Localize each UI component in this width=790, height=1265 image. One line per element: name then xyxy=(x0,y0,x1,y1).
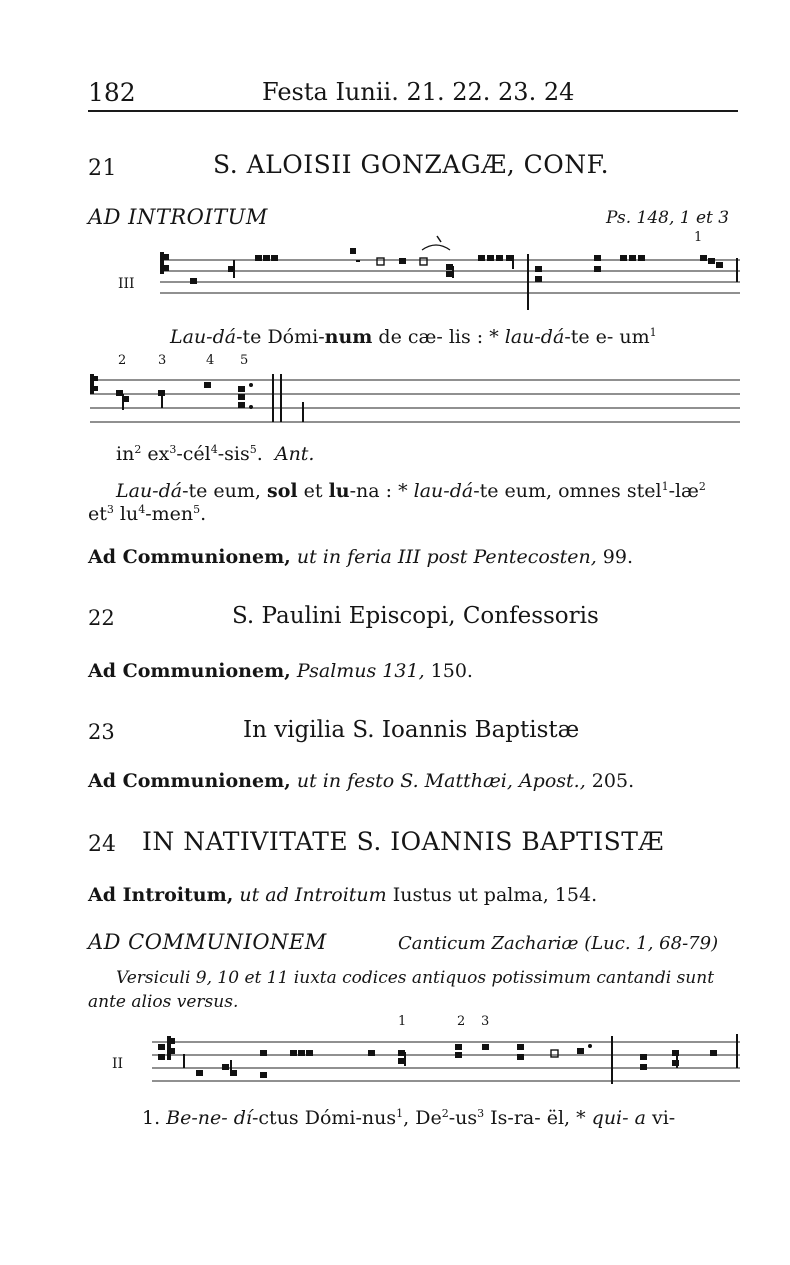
verse-number: 1. xyxy=(142,1107,161,1129)
verse-text: lu xyxy=(328,480,350,502)
lyric-syllable: in xyxy=(116,443,135,465)
verse-text: sol xyxy=(267,480,298,502)
lyric-syllable: -te Dómi- xyxy=(236,326,325,348)
staff-2-number: 2 xyxy=(118,353,127,368)
communion-reference: Psalmus 131, xyxy=(290,660,425,682)
verse-text: et xyxy=(88,503,107,525)
lyric-syllable: , De xyxy=(403,1107,442,1129)
verse-text: -læ xyxy=(668,480,699,502)
mode-label-2: II xyxy=(112,1056,124,1072)
verse-marker: 3 xyxy=(477,1107,485,1120)
communion-page: 99. xyxy=(596,546,634,568)
staff-3-number: 1 xyxy=(398,1014,407,1029)
verse-marker: 3 xyxy=(169,443,177,456)
verse-text: et xyxy=(297,480,329,502)
verse-marker: 5 xyxy=(193,503,201,516)
verse-marker: 2 xyxy=(441,1107,449,1120)
communion-reference: ut in feria III post Pentecosten, xyxy=(290,546,597,568)
staff-lines xyxy=(152,1042,740,1081)
feast-23-communion xyxy=(88,770,634,792)
staff-lines xyxy=(90,380,740,422)
psalm-verse-line-1 xyxy=(116,480,706,502)
verse-marker: 5 xyxy=(249,443,257,456)
introit-heading: AD INTROITUM xyxy=(88,205,268,229)
staff-2-number: 3 xyxy=(158,353,167,368)
lyric-line-2: $in^2$ $ex^3-cél^4-sis^5$. Ant. xyxy=(116,443,315,465)
lyric-syllable: num xyxy=(324,326,373,348)
verse-text: . xyxy=(200,503,207,525)
lyric-line-3 xyxy=(142,1107,675,1129)
psalm-reference: Ps. 148, 1 et 3 xyxy=(606,208,730,228)
feast-23-number: 23 xyxy=(88,720,115,744)
verse-text: -te eum, xyxy=(182,480,268,502)
feast-22-title: S. Paulini Episcopi, Confessoris xyxy=(232,603,599,629)
verse-text: -na : * xyxy=(349,480,414,502)
communion-page: 205. xyxy=(585,770,635,792)
rubric-line-1: Versiculi 9, 10 et 11 iuxta codices antiquos potissimum cantandi sunt xyxy=(116,968,715,988)
lyric-syllable: -us xyxy=(448,1107,478,1129)
rubric-line-2: ante alios versus. xyxy=(88,992,239,1012)
lyric-syllable: dá xyxy=(212,326,237,348)
page-number: 182 xyxy=(88,78,136,107)
verse-marker: 4 xyxy=(138,503,146,516)
lyric-syllable: lau-dá xyxy=(504,326,565,348)
verse-marker: 2 xyxy=(134,443,142,456)
feast-23-title: In vigilia S. Ioannis Baptistæ xyxy=(243,717,580,743)
neumes xyxy=(160,248,738,310)
lyric-line-1 xyxy=(170,326,657,348)
verse-marker: 1 xyxy=(649,326,657,339)
verse-text: lau-dá xyxy=(413,480,474,502)
communion-page: 150. xyxy=(424,660,473,682)
communion-reference: ut in festo S. Matthæi, Apost., xyxy=(290,770,586,792)
lyric-syllable: de cæ- lis : * xyxy=(372,326,505,348)
lyric-syllable: Is-ra- ël, * xyxy=(484,1107,592,1129)
antiphon-mark: Ant. xyxy=(274,443,315,465)
feast-21-title: S. ALOISII GONZAGÆ, CONF. xyxy=(213,150,610,179)
lyric-syllable: -te e- um xyxy=(564,326,650,348)
verse-marker: 3 xyxy=(106,503,114,516)
lyric-syllable: -sis xyxy=(217,443,250,465)
feast-21-number: 21 xyxy=(88,156,117,181)
lyric-syllable: -cél xyxy=(176,443,211,465)
psalm-verse-line-2 xyxy=(88,503,206,525)
introit-reference-text: Iustus ut palma, 154. xyxy=(386,884,598,906)
mode-label: III xyxy=(118,276,135,292)
verse-text: lu xyxy=(113,503,139,525)
staff-1-psalm-number: 1 xyxy=(694,230,703,245)
verse-text: Lau-dá xyxy=(116,480,183,502)
staff-2-number: 4 xyxy=(206,353,215,368)
introit-label: Ad Introitum, xyxy=(88,884,234,906)
communion-label: Ad Communionem, xyxy=(88,546,291,568)
verse-marker: 4 xyxy=(210,443,218,456)
neumes xyxy=(90,374,304,422)
chant-staff-1 xyxy=(0,240,790,320)
running-title: Festa Iunii. 21. 22. 23. 24 xyxy=(262,78,575,106)
feast-24-title: IN NATIVITATE S. IOANNIS BAPTISTÆ xyxy=(142,827,664,856)
chant-staff-3 xyxy=(0,1030,790,1110)
chant-staff-2 xyxy=(0,370,790,440)
verse-marker: 2 xyxy=(698,480,706,493)
feast-22-communion xyxy=(88,660,473,682)
lyric-syllable: qui- a xyxy=(591,1107,646,1129)
header-rule xyxy=(88,110,738,112)
lyric-syllable: Be-ne- dí xyxy=(160,1107,252,1129)
communion-heading: AD COMMUNIONEM xyxy=(88,930,327,954)
canticle-reference: Canticum Zachariæ (Luc. 1, 68-79) xyxy=(398,933,719,954)
lyric-syllable: -ctus Dómi-nus xyxy=(252,1107,397,1129)
introit-reference: ut ad Introitum xyxy=(233,884,387,906)
lyric-syllable: vi- xyxy=(645,1107,676,1129)
feast-24-number: 24 xyxy=(88,832,116,857)
lyric-syllable: ex xyxy=(141,443,170,465)
staff-2-number: 5 xyxy=(240,353,249,368)
verse-marker: 1 xyxy=(396,1107,404,1120)
communion-label: Ad Communionem, xyxy=(88,660,291,682)
verse-text: -men xyxy=(145,503,194,525)
staff-3-number: 2 xyxy=(457,1014,466,1029)
feast-24-introit xyxy=(88,884,597,906)
verse-marker: 1 xyxy=(661,480,669,493)
feast-22-number: 22 xyxy=(88,606,115,630)
staff-3-number: 3 xyxy=(481,1014,490,1029)
verse-text: -te eum, omnes stel xyxy=(473,480,662,502)
feast-21-communion xyxy=(88,546,633,568)
lyric-syllable: Lau- xyxy=(170,326,213,348)
communion-label: Ad Communionem, xyxy=(88,770,291,792)
